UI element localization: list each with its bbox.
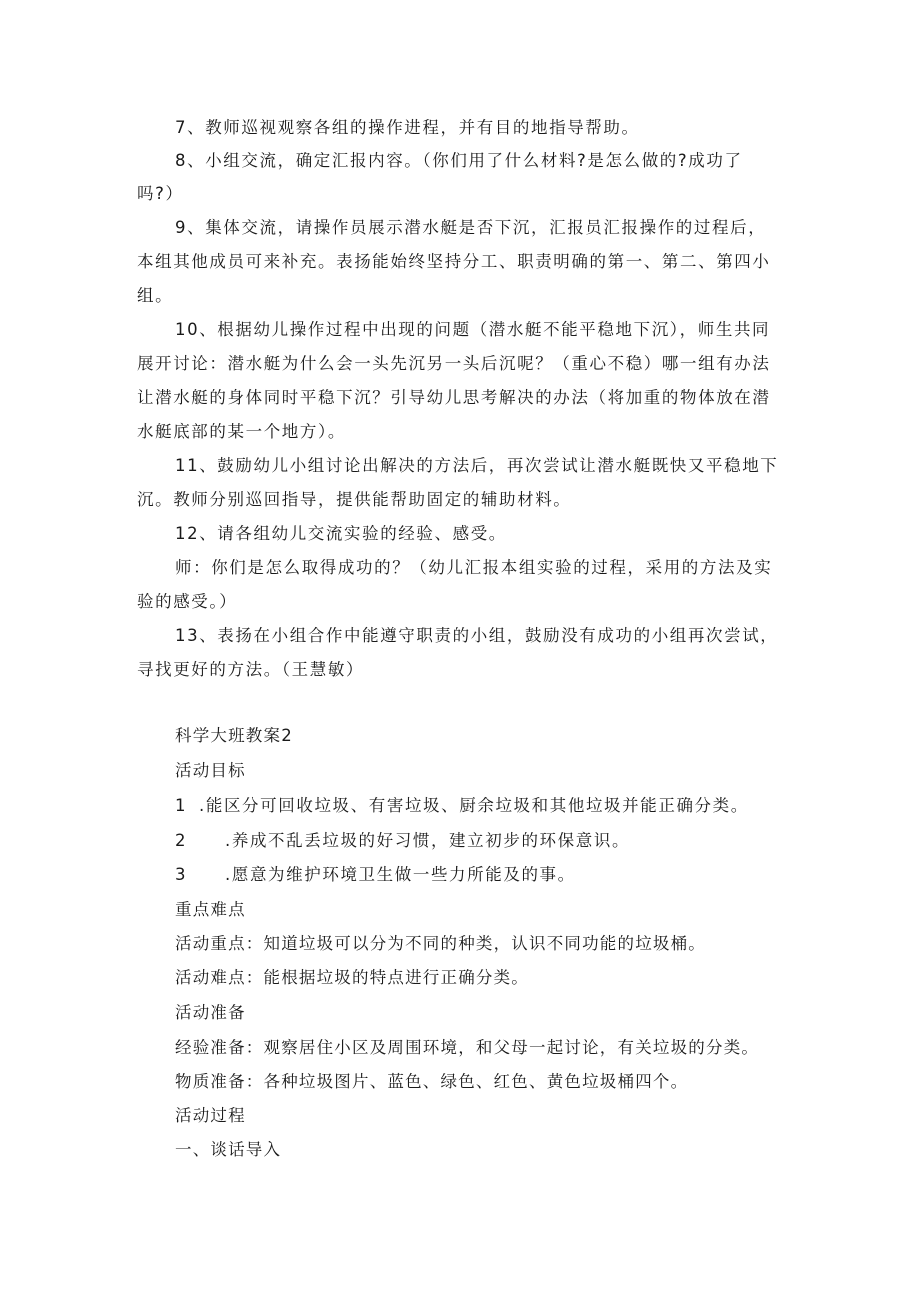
goal-item-2 xyxy=(175,831,630,851)
paragraph-13-line-1: 13、表扬在小组合作中能遵守职责的小组，鼓励没有成功的小组再次尝试， xyxy=(175,626,779,645)
goal-text-2: .养成不乱丢垃圾的好习惯，建立初步的环保意识。 xyxy=(225,831,631,850)
teacher-question-line-2: 验的感受。） xyxy=(137,592,238,611)
paragraph-9-line-2: 本组其他成员可来补充。表扬能始终坚持分工、职责明确的第一、第二、第四小 xyxy=(137,252,771,271)
paragraph-9-line-1: 9、集体交流，请操作员展示潜水艇是否下沉，汇报员汇报操作的过程后， xyxy=(175,218,767,237)
paragraph-8-line-1: 8、小组交流，确定汇报内容。（你们用了什么材料?是怎么做的?成功了 xyxy=(175,151,743,170)
goals-heading: 活动目标 xyxy=(175,761,246,780)
paragraph-8-line-2: 吗?） xyxy=(137,184,184,203)
paragraph-10-line-1: 10、根据幼儿操作过程中出现的问题（潜水艇不能平稳地下沉），师生共同 xyxy=(175,320,771,339)
goal-number-2: 2 xyxy=(175,831,188,850)
paragraph-13-line-2: 寻找更好的方法。（王慧敏） xyxy=(137,660,365,679)
goal-item-1 xyxy=(175,796,749,816)
paragraph-10-line-4: 水艇底部的某一个地方）。 xyxy=(137,422,346,441)
paragraph-10-line-2: 展开讨论：潜水艇为什么会一头先沉另一头后沉呢？（重心不稳）哪一组有办法 xyxy=(137,354,771,373)
goal-text-3: .愿意为维护环境卫生做一些力所能及的事。 xyxy=(225,865,576,884)
paragraph-11-line-1: 11、鼓励幼儿小组讨论出解决的方法后，再次尝试让潜水艇既快又平稳地下 xyxy=(175,456,779,475)
section-title: 科学大班教案2 xyxy=(175,726,293,745)
goal-text-1: .能区分可回收垃圾、有害垃圾、厨余垃圾和其他垃圾并能正确分类。 xyxy=(199,796,749,815)
key-point-text: 活动重点：知道垃圾可以分为不同的种类，认识不同功能的垃圾桶。 xyxy=(175,934,706,953)
experience-preparation: 经验准备：观察居住小区及周围环境，和父母一起讨论，有关垃圾的分类。 xyxy=(175,1038,760,1057)
difficulty-text: 活动难点：能根据垃圾的特点进行正确分类。 xyxy=(175,968,529,987)
preparation-heading: 活动准备 xyxy=(175,1003,246,1022)
process-step-1: 一、谈话导入 xyxy=(175,1140,282,1159)
paragraph-10-line-3: 让潜水艇的身体同时平稳下沉？引导幼儿思考解决的办法（将加重的物体放在潜 xyxy=(137,388,771,407)
material-preparation: 物质准备：各种垃圾图片、蓝色、绿色、红色、黄色垃圾桶四个。 xyxy=(175,1072,689,1091)
paragraph-11-line-2: 沉。教师分别巡回指导，提供能帮助固定的辅助材料。 xyxy=(137,490,572,509)
paragraph-12-line-1: 12、请各组幼儿交流实验的经验、感受。 xyxy=(175,524,507,543)
paragraph-9-line-3: 组。 xyxy=(137,286,174,305)
key-points-heading: 重点难点 xyxy=(175,900,246,919)
goal-item-3 xyxy=(175,865,576,885)
teacher-question-line-1: 师：你们是怎么取得成功的？（幼儿汇报本组实验的过程，采用的方法及实 xyxy=(175,558,773,577)
paragraph-7-line-1: 7、教师巡视观察各组的操作进程，并有目的地指导帮助。 xyxy=(175,118,640,137)
process-heading: 活动过程 xyxy=(175,1106,246,1125)
goal-number-3: 3 xyxy=(175,865,188,884)
goal-number-1: 1 xyxy=(175,796,188,815)
